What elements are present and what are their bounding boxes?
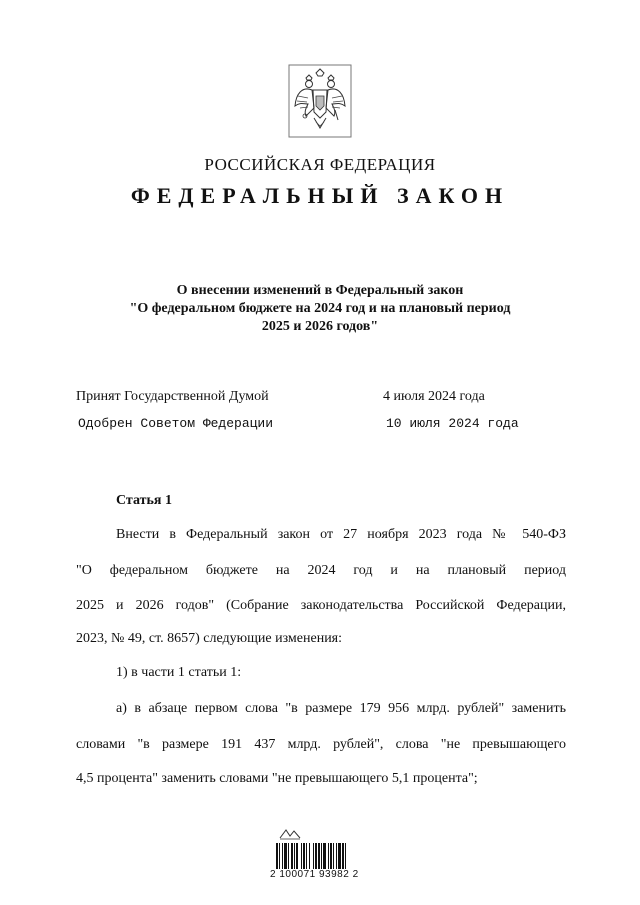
article-text-line: а) в абзаце первом слова "в размере 179 956 млрд. рублей" заменить: [116, 701, 566, 716]
article-text-line: Внести в Федеральный закон от 27 ноября 2023 года № 540-ФЗ: [116, 527, 566, 542]
barcode-number: 2 100071 93982 2: [270, 869, 359, 880]
article-text-line: 1) в части 1 статьи 1:: [116, 665, 242, 680]
law-title-line: "О федеральном бюджете на 2024 год и на плановый период: [129, 301, 511, 316]
law-type-heading: ФЕДЕРАЛЬНЫЙ ЗАКОН: [130, 183, 510, 208]
article-text-line: 4,5 процента" заменить словами "не превышающего 5,1 процента";: [76, 771, 478, 786]
double-headed-eagle-emblem-icon: [288, 64, 352, 138]
duma-adoption-label: Принят Государственной Думой: [76, 389, 269, 404]
article-heading: Статья 1: [116, 493, 172, 508]
article-text-line: 2023, № 49, ст. 8657) следующие изменения:: [76, 631, 343, 646]
barcode: [276, 843, 370, 869]
council-approval-date: 10 июля 2024 года: [386, 416, 519, 431]
article-text-line: 2025 и 2026 годов" (Собрание законодательства Российской Федерации,: [76, 598, 566, 613]
law-title-line: О внесении изменений в Федеральный закон: [176, 283, 464, 298]
document-mark-icon: [278, 828, 302, 840]
article-text-line: словами "в размере 191 437 млрд. рублей", слова "не превышающего: [76, 737, 566, 752]
duma-adoption-date: 4 июля 2024 года: [383, 389, 485, 404]
article-text-line: "О федеральном бюджете на 2024 год и на плановый период: [76, 563, 566, 578]
country-name: РОССИЙСКАЯ ФЕДЕРАЦИЯ: [204, 155, 436, 174]
law-title: [0, 282, 640, 336]
council-approval-label: Одобрен Советом Федерации: [78, 416, 274, 431]
law-title-line: 2025 и 2026 годов": [261, 319, 379, 334]
